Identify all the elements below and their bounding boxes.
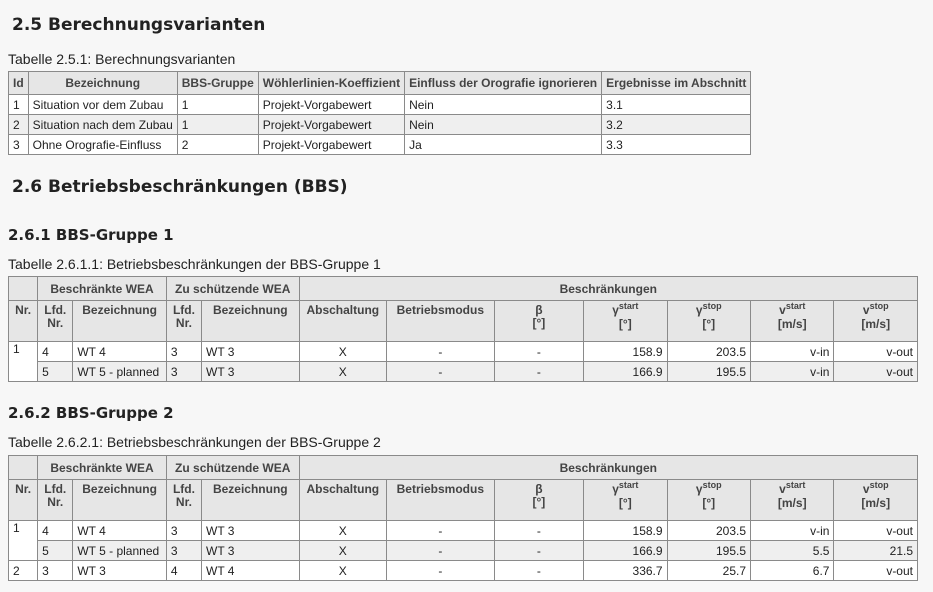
- gamma-symbol: γ: [695, 482, 703, 496]
- beta-symbol: β: [535, 303, 543, 317]
- col-header-abschnitt: Ergebnisse im Abschnitt: [602, 72, 751, 95]
- cell-koeffizient: Projekt-Vorgabewert: [258, 95, 404, 115]
- table-row: [9, 561, 918, 581]
- col-header-gamma-stop: [667, 301, 750, 342]
- cell-abschaltung: X: [299, 342, 386, 362]
- section-heading-2-6-1: 2.6.1 BBS-Gruppe 1: [8, 226, 174, 244]
- col-header-bezeichnung: Bezeichnung: [28, 72, 177, 95]
- unit-label: [°]: [702, 317, 716, 331]
- cell-nr: 1: [9, 521, 38, 561]
- unit-label: [m/s]: [777, 317, 807, 331]
- cell-beta: -: [494, 541, 583, 561]
- cell-gamma-stop: 195.5: [667, 541, 750, 561]
- lfd-label: Lfd.: [44, 482, 67, 496]
- cell-gamma-start: 158.9: [584, 342, 667, 362]
- table-header-row: [9, 72, 751, 95]
- cell-s-bez: WT 3: [202, 362, 300, 382]
- cell-gamma-stop: 203.5: [667, 342, 750, 362]
- cell-abschnitt: 3.1: [602, 95, 751, 115]
- cell-s-lfd: 3: [166, 342, 201, 362]
- cell-beta: -: [494, 342, 583, 362]
- col-header-s-lfd-nr: [166, 480, 201, 521]
- cell-betriebsmodus: -: [387, 342, 495, 362]
- gamma-symbol: γ: [695, 303, 703, 317]
- cell-s-lfd: 3: [166, 521, 201, 541]
- table-row: [9, 541, 918, 561]
- cell-s-bez: WT 3: [202, 541, 300, 561]
- cell-b-bez: WT 5 - planned: [73, 362, 167, 382]
- cell-abschnitt: 3.2: [602, 115, 751, 135]
- subscript-stop: stop: [869, 301, 889, 311]
- table-berechnungsvarianten: [8, 71, 751, 155]
- col-header-nr: Nr.: [9, 301, 38, 342]
- col-header-abschaltung: Abschaltung: [299, 301, 386, 342]
- cell-v-stop: 21.5: [834, 541, 918, 561]
- group-header-beschraenkte-wea: Beschränkte WEA: [38, 456, 167, 480]
- subscript-stop: stop: [702, 301, 722, 311]
- col-header-bbs-gruppe: BBS-Gruppe: [177, 72, 258, 95]
- cell-gamma-start: 166.9: [584, 362, 667, 382]
- section-heading-2-6: 2.6 Betriebsbeschränkungen (BBS): [12, 177, 348, 197]
- cell-b-bez: WT 4: [73, 521, 167, 541]
- unit-label: [°]: [618, 317, 632, 331]
- table-row: [9, 135, 751, 155]
- cell-s-bez: WT 4: [202, 561, 300, 581]
- col-header-v-start: [751, 301, 834, 342]
- cell-nr: 2: [9, 561, 38, 581]
- table-row: [9, 362, 918, 382]
- col-header-beta: [494, 301, 583, 342]
- unit-label: [m/s]: [777, 496, 807, 510]
- cell-b-lfd: 4: [38, 521, 73, 541]
- cell-v-start: v-in: [751, 362, 834, 382]
- cell-bbs-gruppe: 1: [177, 115, 258, 135]
- cell-b-bez: WT 5 - planned: [73, 541, 167, 561]
- cell-nr: 1: [9, 342, 38, 382]
- v-symbol: v: [779, 482, 786, 496]
- unit-label: [m/s]: [861, 496, 891, 510]
- table-header-row: [9, 301, 918, 342]
- cell-betriebsmodus: -: [387, 541, 495, 561]
- cell-gamma-stop: 195.5: [667, 362, 750, 382]
- lfd-label: Lfd.: [172, 482, 195, 496]
- cell-v-start: 5.5: [751, 541, 834, 561]
- table-caption-2-6-1-1: Tabelle 2.6.1.1: Betriebsbeschränkungen der BBS-Gruppe 1: [8, 256, 381, 272]
- cell-abschaltung: X: [299, 561, 386, 581]
- nr-label: Nr.: [47, 316, 64, 330]
- lfd-label: Lfd.: [44, 303, 67, 317]
- cell-id: 1: [9, 95, 29, 115]
- cell-abschnitt: 3.3: [602, 135, 751, 155]
- unit-label: [m/s]: [861, 317, 891, 331]
- col-header-v-stop: [834, 480, 918, 521]
- cell-koeffizient: Projekt-Vorgabewert: [258, 135, 404, 155]
- cell-beta: -: [494, 521, 583, 541]
- cell-v-start: 6.7: [751, 561, 834, 581]
- col-header-beta: [494, 480, 583, 521]
- col-header-nr: Nr.: [9, 480, 38, 521]
- table-bbs-gruppe-2: [8, 455, 918, 581]
- cell-abschaltung: X: [299, 362, 386, 382]
- cell-s-bez: WT 3: [202, 521, 300, 541]
- group-header-schuetzende-wea: Zu schützende WEA: [166, 456, 299, 480]
- v-symbol: v: [862, 303, 870, 317]
- col-header-v-stop: [834, 301, 918, 342]
- v-symbol: v: [862, 482, 870, 496]
- cell-orografie: Nein: [405, 95, 602, 115]
- v-symbol: v: [779, 303, 786, 317]
- col-header-gamma-stop: [667, 480, 750, 521]
- cell-beta: -: [494, 561, 583, 581]
- cell-s-bez: WT 3: [202, 342, 300, 362]
- unit-label: [°]: [532, 495, 546, 509]
- col-header-gamma-start: [584, 480, 667, 521]
- cell-betriebsmodus: -: [387, 362, 495, 382]
- cell-id: 3: [9, 135, 29, 155]
- group-header-empty: [9, 456, 38, 480]
- cell-bbs-gruppe: 2: [177, 135, 258, 155]
- table-caption-2-6-2-1: Tabelle 2.6.2.1: Betriebsbeschränkungen der BBS-Gruppe 2: [8, 434, 381, 450]
- lfd-label: Lfd.: [172, 303, 195, 317]
- group-header-empty: [9, 277, 38, 301]
- gamma-symbol: γ: [612, 303, 619, 317]
- cell-gamma-start: 336.7: [584, 561, 667, 581]
- section-heading-2-6-2: 2.6.2 BBS-Gruppe 2: [8, 404, 174, 422]
- cell-bezeichnung: Ohne Orografie-Einfluss: [28, 135, 177, 155]
- cell-b-lfd: 3: [38, 561, 73, 581]
- cell-koeffizient: Projekt-Vorgabewert: [258, 115, 404, 135]
- cell-s-lfd: 3: [166, 362, 201, 382]
- cell-b-bez: WT 3: [73, 561, 167, 581]
- cell-b-lfd: 5: [38, 541, 73, 561]
- beta-symbol: β: [535, 482, 543, 496]
- table-group-header-row: [9, 456, 918, 480]
- cell-betriebsmodus: -: [387, 521, 495, 541]
- col-header-b-bezeichnung: Bezeichnung: [73, 301, 167, 342]
- table-caption-2-5-1: Tabelle 2.5.1: Berechnungsvarianten: [8, 51, 236, 67]
- col-header-b-bezeichnung: Bezeichnung: [73, 480, 167, 521]
- cell-abschaltung: X: [299, 541, 386, 561]
- table-header-row: [9, 480, 918, 521]
- nr-label: Nr.: [47, 495, 64, 509]
- col-header-koeffizient: Wöhlerlinien-Koeffizient: [258, 72, 404, 95]
- unit-label: [°]: [532, 316, 546, 330]
- col-header-s-bezeichnung: Bezeichnung: [202, 301, 300, 342]
- table-row: [9, 342, 918, 362]
- cell-gamma-start: 166.9: [584, 541, 667, 561]
- subscript-start: start: [618, 480, 639, 490]
- group-header-beschraenkungen: Beschränkungen: [299, 277, 917, 301]
- cell-v-start: v-in: [751, 342, 834, 362]
- table-row: [9, 95, 751, 115]
- cell-gamma-stop: 203.5: [667, 521, 750, 541]
- cell-bezeichnung: Situation nach dem Zubau: [28, 115, 177, 135]
- unit-label: [°]: [618, 496, 632, 510]
- col-header-b-lfd-nr: [38, 480, 73, 521]
- table-bbs-gruppe-1: [8, 276, 918, 382]
- subscript-start: start: [618, 301, 639, 311]
- col-header-s-lfd-nr: [166, 301, 201, 342]
- col-header-id: Id: [9, 72, 29, 95]
- cell-gamma-start: 158.9: [584, 521, 667, 541]
- col-header-betriebsmodus: Betriebsmodus: [387, 301, 495, 342]
- group-header-schuetzende-wea: Zu schützende WEA: [166, 277, 299, 301]
- cell-v-stop: v-out: [834, 342, 918, 362]
- gamma-symbol: γ: [612, 482, 619, 496]
- col-header-b-lfd-nr: [38, 301, 73, 342]
- subscript-start: start: [785, 480, 806, 490]
- cell-b-bez: WT 4: [73, 342, 167, 362]
- cell-id: 2: [9, 115, 29, 135]
- subscript-stop: stop: [702, 480, 722, 490]
- group-header-beschraenkte-wea: Beschränkte WEA: [38, 277, 167, 301]
- cell-bezeichnung: Situation vor dem Zubau: [28, 95, 177, 115]
- nr-label: Nr.: [175, 316, 192, 330]
- cell-abschaltung: X: [299, 521, 386, 541]
- col-header-s-bezeichnung: Bezeichnung: [202, 480, 300, 521]
- table-group-header-row: [9, 277, 918, 301]
- col-header-orografie: Einfluss der Orografie ignorieren: [405, 72, 602, 95]
- cell-v-stop: v-out: [834, 521, 918, 541]
- nr-label: Nr.: [175, 495, 192, 509]
- cell-s-lfd: 3: [166, 541, 201, 561]
- table-row: [9, 115, 751, 135]
- cell-v-stop: v-out: [834, 561, 918, 581]
- subscript-start: start: [785, 301, 806, 311]
- cell-b-lfd: 4: [38, 342, 73, 362]
- col-header-gamma-start: [584, 301, 667, 342]
- cell-beta: -: [494, 362, 583, 382]
- col-header-abschaltung: Abschaltung: [299, 480, 386, 521]
- cell-s-lfd: 4: [166, 561, 201, 581]
- cell-bbs-gruppe: 1: [177, 95, 258, 115]
- group-header-beschraenkungen: Beschränkungen: [299, 456, 917, 480]
- cell-v-start: v-in: [751, 521, 834, 541]
- cell-gamma-stop: 25.7: [667, 561, 750, 581]
- cell-v-stop: v-out: [834, 362, 918, 382]
- col-header-betriebsmodus: Betriebsmodus: [387, 480, 495, 521]
- cell-orografie: Ja: [405, 135, 602, 155]
- table-row: [9, 521, 918, 541]
- cell-b-lfd: 5: [38, 362, 73, 382]
- subscript-stop: stop: [869, 480, 889, 490]
- unit-label: [°]: [702, 496, 716, 510]
- cell-orografie: Nein: [405, 115, 602, 135]
- section-heading-2-5: 2.5 Berechnungsvarianten: [12, 15, 266, 35]
- col-header-v-start: [751, 480, 834, 521]
- cell-betriebsmodus: -: [387, 561, 495, 581]
